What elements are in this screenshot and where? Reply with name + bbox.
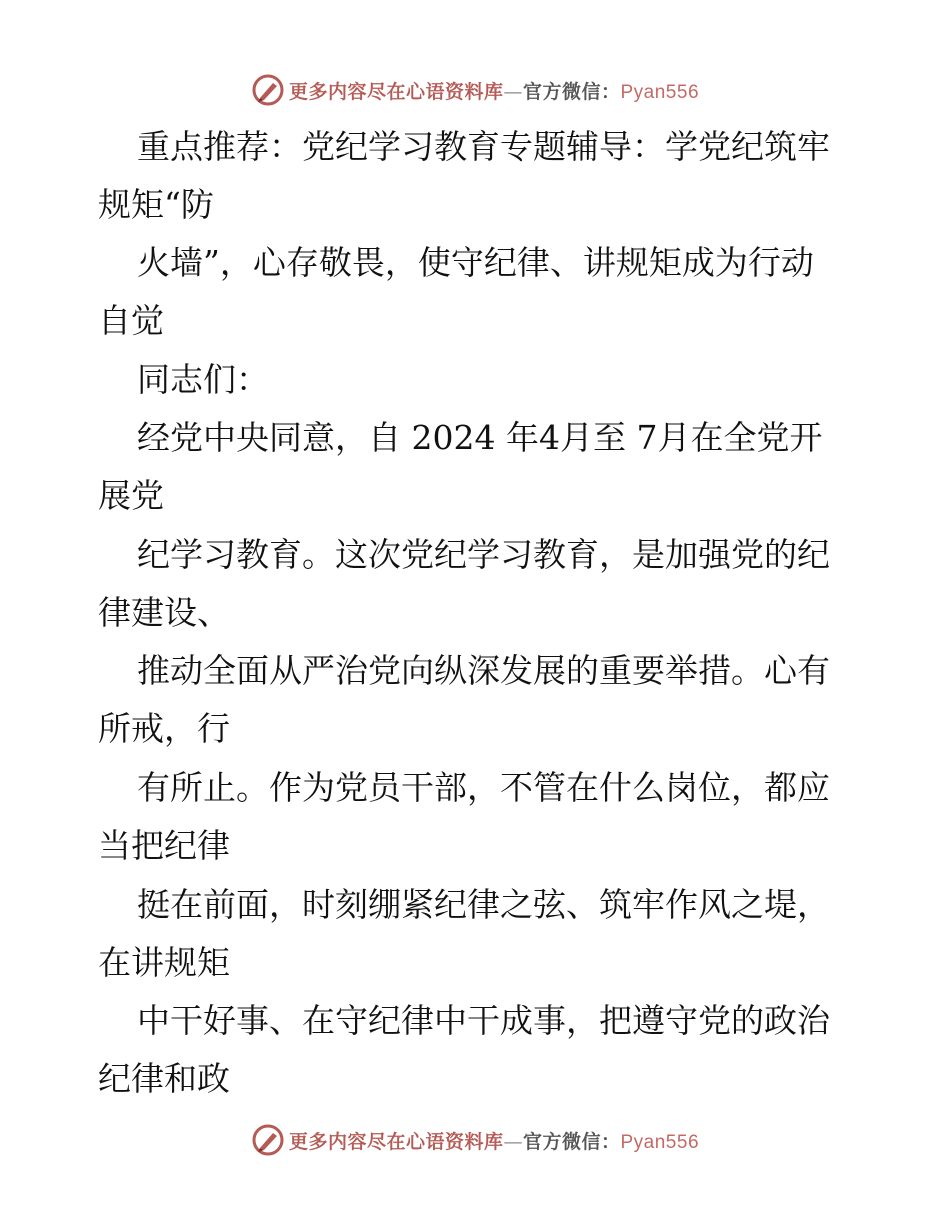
- text-line: 经党中央同意，自 2024 年4月至 7月在全党开: [137, 418, 823, 457]
- banner-text: [289, 1127, 699, 1154]
- footer-watermark-banner: [0, 1120, 950, 1160]
- banner-brand: 更多内容尽在心语资料库: [288, 1130, 504, 1153]
- banner-separator: —: [503, 80, 523, 103]
- text-line: 火墙”，心存敬畏，使守纪律、讲规矩成为行动: [137, 243, 814, 282]
- text-line: 纪律和政: [98, 1059, 230, 1098]
- pen-logo-icon: [251, 1123, 285, 1157]
- text-line: 纪学习教育。这次党纪学习教育，是加强党的纪: [137, 535, 830, 574]
- banner-wechat-label: 官方微信：: [522, 80, 621, 103]
- text-line: 挺在前面，时刻绷紧纪律之弦、筑牢作风之堤，: [137, 885, 830, 924]
- banner-wechat-id: Pyan556: [620, 81, 700, 103]
- text-line: 自觉: [98, 301, 164, 340]
- text-line: 重点推荐：党纪学习教育专题辅导：学党纪筑牢: [137, 127, 830, 166]
- banner-brand: 更多内容尽在心语资料库: [288, 80, 504, 103]
- banner-text: [289, 77, 699, 104]
- text-line: 中干好事、在守纪律中干成事，把遵守党的政治: [137, 1001, 830, 1040]
- text-line: 规矩“防: [98, 185, 214, 224]
- text-line: 推动全面从严治党向纵深发展的重要举措。心有: [137, 651, 830, 690]
- text-line: 有所止。作为党员干部，不管在什么岗位，都应: [137, 768, 830, 807]
- banner-wechat-label: 官方微信：: [522, 1130, 621, 1153]
- text-line: 所戒，行: [98, 709, 230, 748]
- text-line: 当把纪律: [98, 826, 230, 865]
- banner-wechat-id: Pyan556: [620, 1131, 700, 1153]
- pen-logo-icon: [251, 73, 285, 107]
- text-line: 同志们：: [137, 360, 269, 399]
- text-line: 展党: [98, 476, 164, 515]
- banner-separator: —: [503, 1130, 523, 1153]
- header-watermark-banner: [0, 70, 950, 110]
- text-line: 在讲规矩: [98, 943, 230, 982]
- text-line: 律建设、: [98, 593, 230, 632]
